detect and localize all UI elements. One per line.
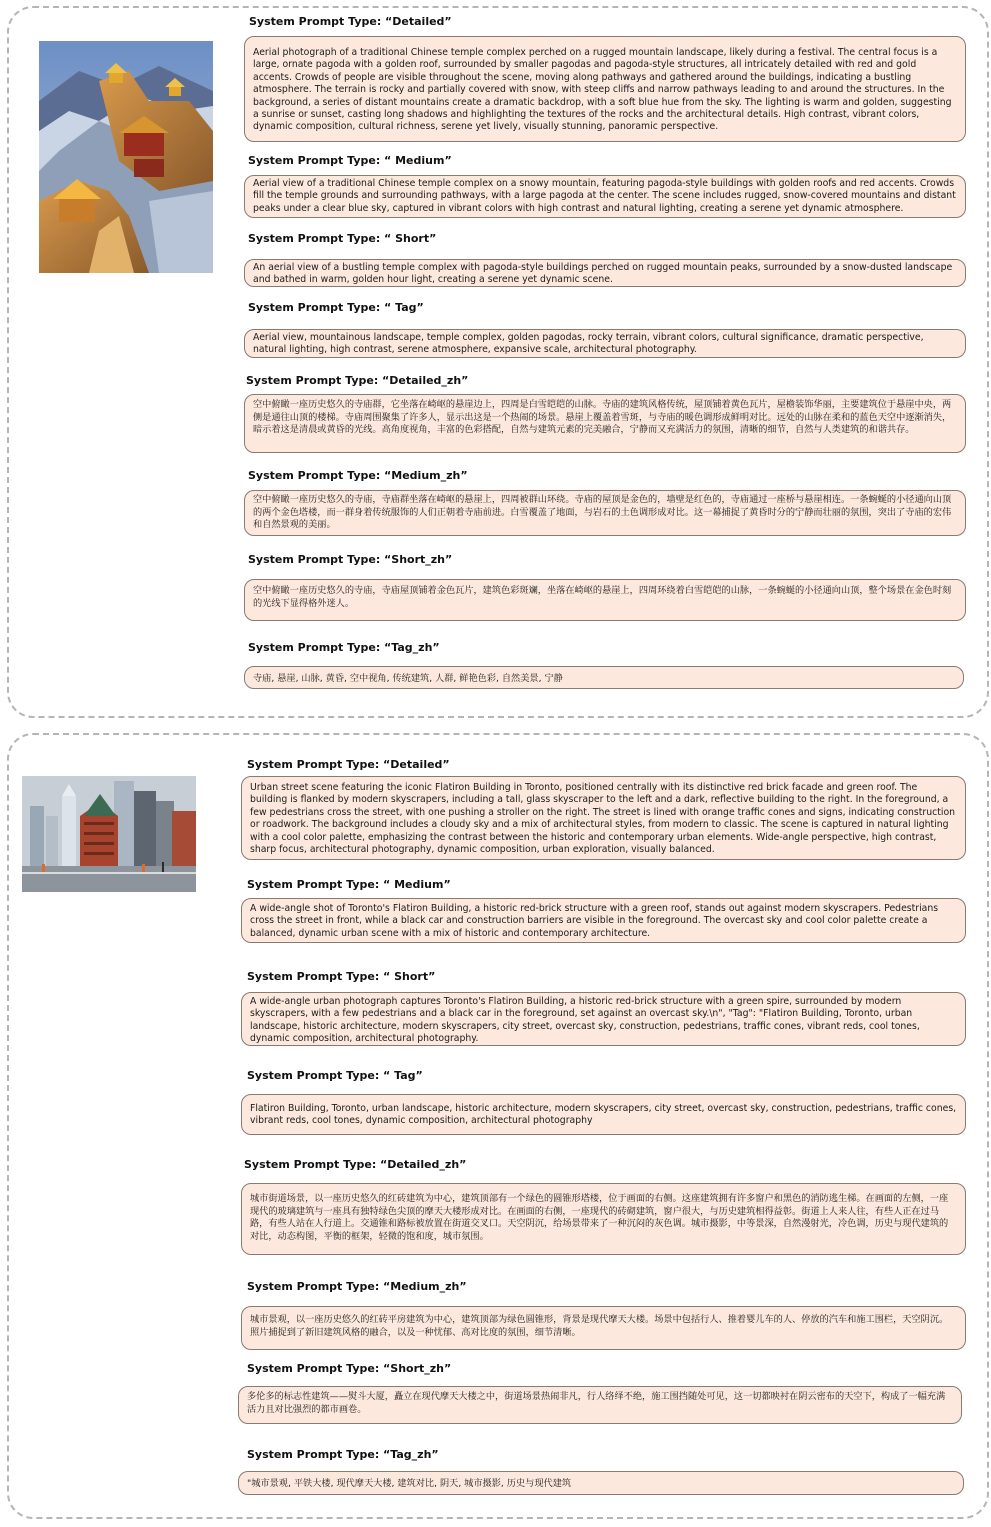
flatiron-street-photo <box>22 776 196 892</box>
caption-box-tag-zh: 寺庙, 悬崖, 山脉, 黄昏, 空中视角, 传统建筑, 人群, 鲜艳色彩, 自然美景, 宁静 <box>244 666 964 689</box>
caption-box-medium: Aerial view of a traditional Chinese temple complex on a snowy mountain, featuring pagoda-style buildings with golden roofs and red accents. Crowds fill the temple grounds and surrounding pathways, with a large pagoda at the center. The scene includes rugged, snow-covered mountains and distant peaks under a clear blue sky, captured in vibrant colors with high contrast and natural lighting, creating a serene yet dynamic atmosphere. <box>244 175 966 218</box>
prompt-type-label: System Prompt Type: “ Tag” <box>248 301 424 314</box>
prompt-type-label: System Prompt Type: “Medium_zh” <box>248 469 468 482</box>
prompt-type-label: System Prompt Type: “ Short” <box>248 232 437 245</box>
caption-box-tag: Flatiron Building, Toronto, urban landscape, historic architecture, modern skyscrapers, city street, overcast sky, construction, pedestrians, traffic cones, vibrant reds, cool tones, dynamic composition, architectural photography <box>241 1094 966 1135</box>
prompt-type-label: System Prompt Type: “Short_zh” <box>247 1362 452 1375</box>
prompt-type-label: System Prompt Type: “Detailed” <box>247 758 450 771</box>
caption-box-tag: Aerial view, mountainous landscape, temple complex, golden pagodas, rocky terrain, vibrant colors, cultural significance, dramatic perspective, natural lighting, high contrast, serene atmosphere, expansive scale, architectural photography. <box>244 329 966 358</box>
caption-box-short: An aerial view of a bustling temple complex with pagoda-style buildings perched on rugged mountain peaks, surrounded by a snow-dusted landscape and bathed in warm, golden hour light, creating a serene yet dynamic scene. <box>244 259 966 287</box>
temple-aerial-photo <box>39 41 213 273</box>
prompt-type-label: System Prompt Type: “ Tag” <box>247 1069 423 1082</box>
caption-box-short-zh: 多伦多的标志性建筑——熨斗大厦，矗立在现代摩天大楼之中，街道场景热闹非凡，行人络绎不绝，施工围挡随处可见，这一切都映衬在阴云密布的天空下，构成了一幅充满活力且对比强烈的都市画卷。 <box>238 1386 962 1424</box>
prompt-type-label: System Prompt Type: “ Short” <box>247 970 436 983</box>
prompt-type-label: System Prompt Type: “ Medium” <box>247 878 451 891</box>
caption-box-short: A wide-angle urban photograph captures Toronto's Flatiron Building, a historic red-brick structure with a green spire, surrounded by modern skyscrapers, with a few pedestrians and a black car in the foreground, set against an overcast sky.\n", "Tag": "Flatiron Building, Toronto, urban landscape, historic architecture, modern skyscrapers, city street, overcast sky, construction, pedestrians, traffic cones, vibrant reds, cool tones, dynamic composition, architectural photography. <box>241 992 966 1046</box>
caption-box-detailed: Urban street scene featuring the iconic Flatiron Building in Toronto, positioned centrally with its distinctive red brick facade and green roof. The building is flanked by modern skyscrapers, including a tall, glass skyscraper to the left and a dark, reflective building to the right. In the foreground, a few pedestrians cross the street, with one pushing a stroller on the right. The street is lined with orange traffic cones and signs, indicating construction or roadwork. The background includes a cloudy sky and a mix of architectural styles, from modern to classic. The scene is captured in natural lighting with a cool color palette, emphasizing the contrast between the historic and contemporary urban elements. Wide-angle perspective, high contrast, sharp focus, architectural photography, dynamic composition, urban exploration, visually balanced. <box>241 776 966 860</box>
caption-box-medium-zh: 城市景观，以一座历史悠久的红砖平房建筑为中心，建筑顶部为绿色圆锥形，背景是现代摩天大楼。场景中包括行人、推着婴儿车的人、停放的汽车和施工围栏，天空阴沉。照片捕捉到了新旧建筑风格的融合，以及一种忧郁、高对比度的氛围，细节清晰。 <box>241 1306 966 1350</box>
prompt-type-label: System Prompt Type: “Tag_zh” <box>247 1448 439 1461</box>
caption-box-detailed: Aerial photograph of a traditional Chinese temple complex perched on a rugged mountain landscape, likely during a festival. The central focus is a large, ornate pagoda with a golden roof, surrounded by smaller pagodas and pagoda-style structures, all intricately detailed with red and gold accents. Crowds of people are visible throughout the scene, moving along pathways and gathered around the buildings, indicating a bustling atmosphere. The terrain is rocky and partially covered with snow, with steep cliffs and narrow pathways leading to and around the structures. In the background, a series of distant mountains create a dramatic backdrop, with a soft blue hue from the sky. The lighting is warm and golden, suggesting a sunrise or sunset, casting long shadows and highlighting the textures of the rocks and the architectural details. High contrast, vibrant colors, dynamic composition, cultural richness, serene yet lively, visually stunning, panoramic perspective. <box>244 36 966 142</box>
prompt-type-label: System Prompt Type: “Detailed_zh” <box>246 374 469 387</box>
prompt-type-label: System Prompt Type: “Detailed_zh” <box>244 1158 467 1171</box>
caption-box-tag-zh: "城市景观, 平铁大楼, 现代摩天大楼, 建筑对比, 阴天, 城市摄影, 历史与现代建筑 <box>238 1471 964 1495</box>
prompt-type-label: System Prompt Type: “ Medium” <box>248 154 452 167</box>
prompt-type-label: System Prompt Type: “Tag_zh” <box>248 641 440 654</box>
caption-box-detailed-zh: 空中俯瞰一座历史悠久的寺庙群，它坐落在崎岖的悬崖边上，四周是白雪皑皑的山脉。寺庙的建筑风格传统，屋顶铺着黄色瓦片，屋檐装饰华丽，主要建筑位于悬崖中央，两侧是通往山顶的楼梯。寺庙周围聚集了许多人，显示出这是一个热闹的场景。悬崖上覆盖着雪斑，与寺庙的暖色调形成鲜明对比。远处的山脉在柔和的蓝色天空中逐渐消失，暗示着这是清晨或黄昏的光线。高角度视角，丰富的色彩搭配，自然与建筑元素的完美融合，宁静而又充满活力的氛围，清晰的细节，自然与人类建筑的和谐共存。 <box>244 394 966 453</box>
caption-box-short-zh: 空中俯瞰一座历史悠久的寺庙，寺庙屋顶铺着金色瓦片，建筑色彩斑斓，坐落在崎岖的悬崖上，四周环绕着白雪皑皑的山脉，一条蜿蜒的小径通向山顶，整个场景在金色时刻的光线下显得格外迷人。 <box>244 579 966 621</box>
prompt-type-label: System Prompt Type: “Short_zh” <box>248 553 453 566</box>
prompt-type-label: System Prompt Type: “Medium_zh” <box>247 1280 467 1293</box>
prompt-type-label: System Prompt Type: “Detailed” <box>249 15 452 28</box>
caption-box-detailed-zh: 城市街道场景，以一座历史悠久的红砖建筑为中心，建筑顶部有一个绿色的圆锥形塔楼，位于画面的右侧。这座建筑拥有许多窗户和黑色的消防逃生梯。在画面的左侧，一座现代的玻璃建筑与一座具有独特绿色尖顶的摩天大楼形成对比。在画面的右侧，一座现代的砖砌建筑，窗户很大，与历史建筑相得益彰。街道上人来人往，有些人正在过马路，有些人站在人行道上。交通锥和路标被放置在街道交叉口。天空阴沉，给场景带来了一种沉闷的灰色调。城市摄影，中等景深，自然漫射光，冷色调，历史与现代建筑的对比，动态构图，平衡的框架，轻微的饱和度，城市氛围。 <box>241 1183 966 1255</box>
caption-box-medium: A wide-angle shot of Toronto's Flatiron Building, a historic red-brick structure with a green roof, stands out against modern skyscrapers. Pedestrians cross the street in front, while a black car and construction barriers are visible in the foreground. The overcast sky and cool color palette create a balanced, dynamic urban scene with a mix of historic and contemporary architecture. <box>241 898 966 943</box>
caption-box-medium-zh: 空中俯瞰一座历史悠久的寺庙，寺庙群坐落在崎岖的悬崖上，四周被群山环绕。寺庙的屋顶是金色的，墙壁是红色的，寺庙通过一座桥与悬崖相连。一条蜿蜒的小径通向山顶的两个金色塔楼，而一群身着传统服饰的人们正朝着寺庙前进。白雪覆盖了地面，与岩石的土色调形成对比。这一幕捕捉了黄昏时分的宁静而壮丽的氛围，突出了寺庙的宏伟和自然景观的美丽。 <box>244 490 966 536</box>
